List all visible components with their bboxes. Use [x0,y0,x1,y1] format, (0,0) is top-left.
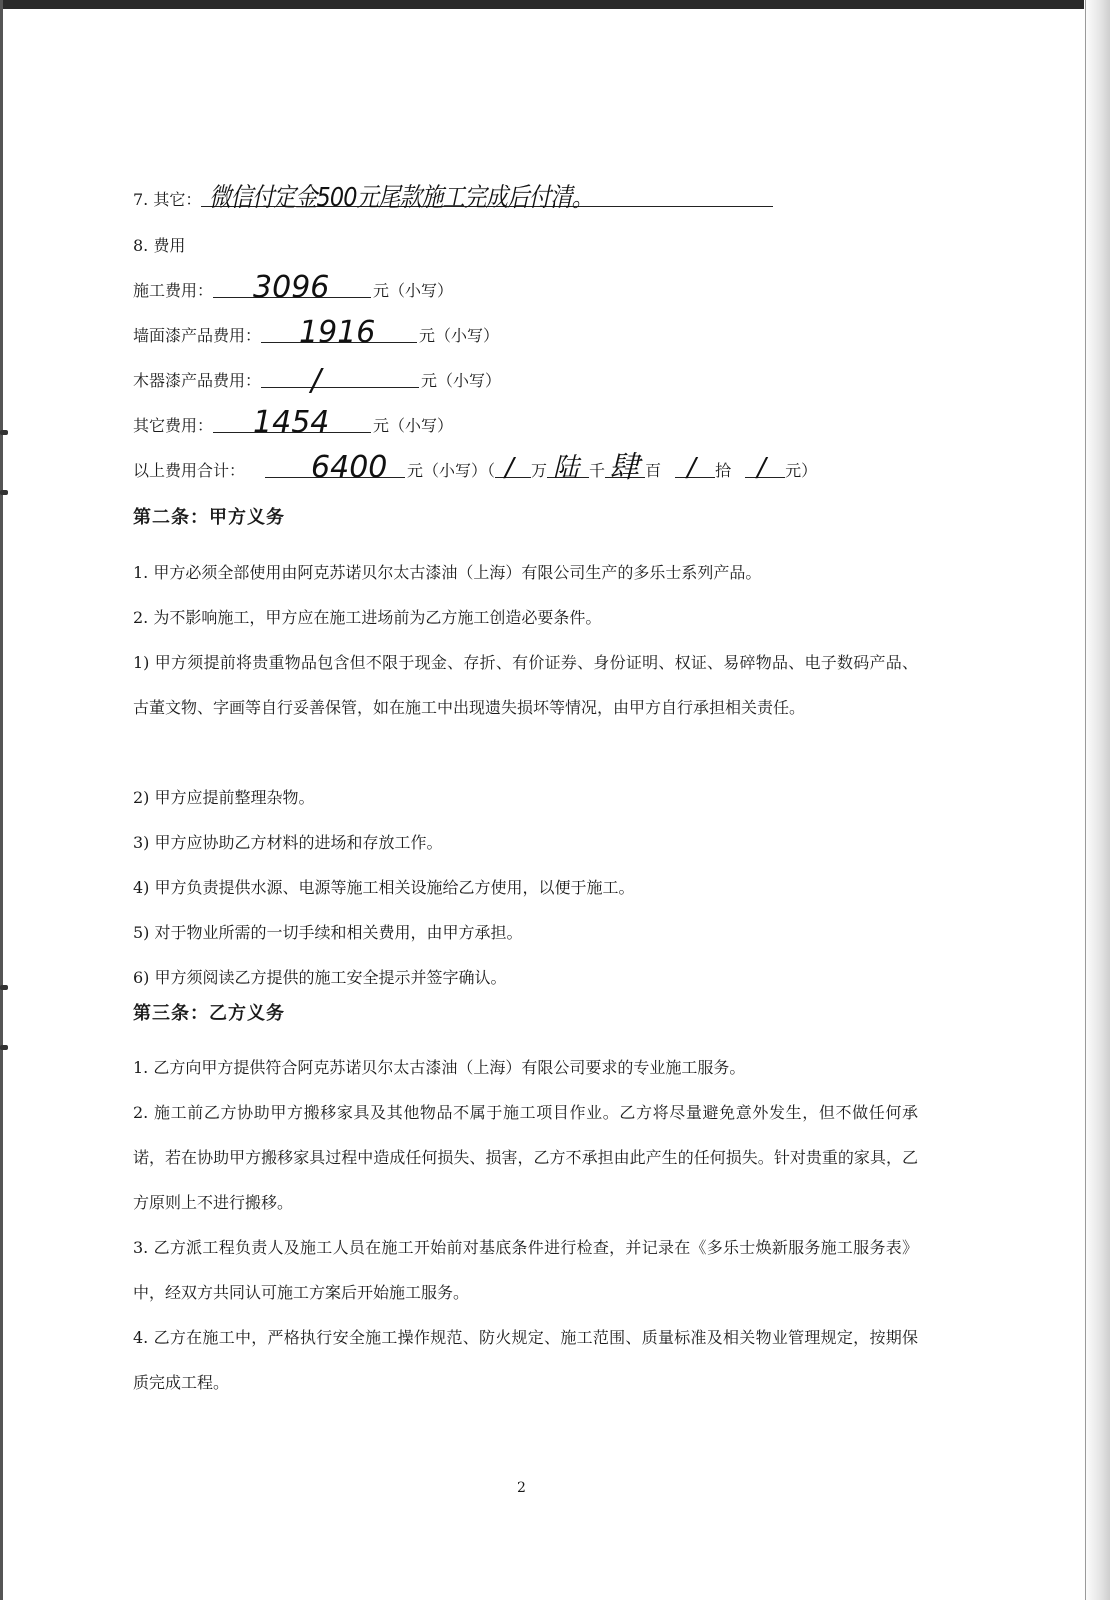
wan-label: 万 [531,461,548,480]
section2-item: 2) 甲方应提前整理杂物。 [133,788,315,807]
wood-paint-fee-blank [261,363,419,398]
other-row [133,183,773,213]
other-handwritten: 微信付定金500元尾款施工完成后付清。 [209,183,594,213]
qian-value: 陆 [553,453,580,483]
section3-item: 1. 乙方向甲方提供符合阿克苏诺贝尔太古漆油（上海）有限公司要求的专业施工服务。 [133,1058,746,1077]
shi-value: / [687,453,696,483]
wood-paint-fee-row [133,363,502,398]
bai-blank [605,450,645,485]
page-number: 2 [517,1480,526,1496]
total-fee-row [133,450,818,485]
scan-right-line [1085,0,1086,1600]
shi-label: 拾 [715,461,732,480]
wall-paint-fee-value: 1916 [299,315,376,350]
section3-title: 第三条：乙方义务 [133,1003,285,1024]
section2-item: 1. 甲方必须全部使用由阿克苏诺贝尔太古漆油（上海）有限公司生产的多乐士系列产品。 [133,563,762,582]
wall-paint-fee-row [133,315,500,350]
section3-item: 4. 乙方在施工中，严格执行安全施工操作规范、防火规定、施工范围、质量标准及相关物业管理规定，按期保质完成工程。 [133,1328,918,1392]
construction-fee-label: 施工费用： [133,281,214,300]
qian-label: 千 [589,461,606,480]
section3-item: 3. 乙方派工程负责人及施工人员在施工开始前对基底条件进行检查，并记录在《多乐士焕新服务施工服务表》中，经双方共同认可施工方案后开始施工服务。 [133,1238,918,1302]
other-fee-value: 1454 [253,405,330,440]
total-fee-value: 6400 [311,450,388,485]
yuan-blank [745,453,785,483]
construction-fee-row [133,270,454,305]
other-blank [201,183,773,213]
section2-item: 6) 甲方须阅读乙方提供的施工安全提示并签字确认。 [133,968,507,987]
section3-item: 2. 施工前乙方协助甲方搬移家具及其他物品不属于施工项目作业。乙方将尽量避免意外发生，但不做任何承诺，若在协助甲方搬移家具过程中造成任何损失、损害，乙方不承担由此产生的任何损失。针对贵重的家具，乙方原则上不进行搬移。 [133,1103,918,1212]
other-fee-row [133,405,454,440]
wall-paint-fee-unit: 元（小写） [419,326,500,345]
yuan-label: 元） [785,461,818,480]
wall-paint-fee-blank [261,315,417,350]
binder-hole [0,1045,8,1050]
section2-item: 2. 为不影响施工，甲方应在施工进场前为乙方施工创造必要条件。 [133,608,602,627]
binder-hole [0,430,8,435]
yuan-value: / [757,453,766,483]
total-fee-blank [265,450,405,485]
section2-title: 第二条：甲方义务 [133,507,285,528]
other-fee-unit: 元（小写） [373,416,454,435]
construction-fee-unit: 元（小写） [373,281,454,300]
wall-paint-fee-label: 墙面漆产品费用： [133,326,262,345]
other-fee-blank [213,405,371,440]
scan-right-edge [1084,0,1110,1600]
other-label: 7. 其它： [133,190,202,209]
binder-hole [0,490,8,495]
scan-top-edge [0,0,1110,9]
other-fee-label: 其它费用： [133,416,214,435]
wan-value: / [505,453,514,483]
binder-hole [0,985,8,990]
wood-paint-fee-unit: 元（小写） [421,371,502,390]
wood-paint-fee-label: 木器漆产品费用： [133,371,262,390]
scan-left-edge [0,0,3,1600]
section2-item: 1) 甲方须提前将贵重物品包含但不限于现金、存折、有价证券、身份证明、权证、易碎物品、电子数码产品、古董文物、字画等自行妥善保管，如在施工中出现遗失损坏等情况，由甲方自行承担相关责任。 [133,653,918,717]
bai-label: 百 [645,461,662,480]
construction-fee-blank [213,270,371,305]
wood-paint-fee-value: / [311,363,322,398]
shi-blank [675,453,715,483]
total-fee-label: 以上费用合计： [133,461,246,480]
bai-value: 肆 [609,450,640,485]
wan-blank [495,453,531,483]
section2-item: 4) 甲方负责提供水源、电源等施工相关设施给乙方使用，以便于施工。 [133,878,635,897]
qian-blank [547,453,589,483]
fees-title: 8. 费用 [133,236,186,255]
construction-fee-value: 3096 [253,270,330,305]
section2-item: 3) 甲方应协助乙方材料的进场和存放工作。 [133,833,443,852]
total-fee-unit: 元（小写）（ [407,461,496,480]
section2-item: 5) 对于物业所需的一切手续和相关费用，由甲方承担。 [133,923,523,942]
